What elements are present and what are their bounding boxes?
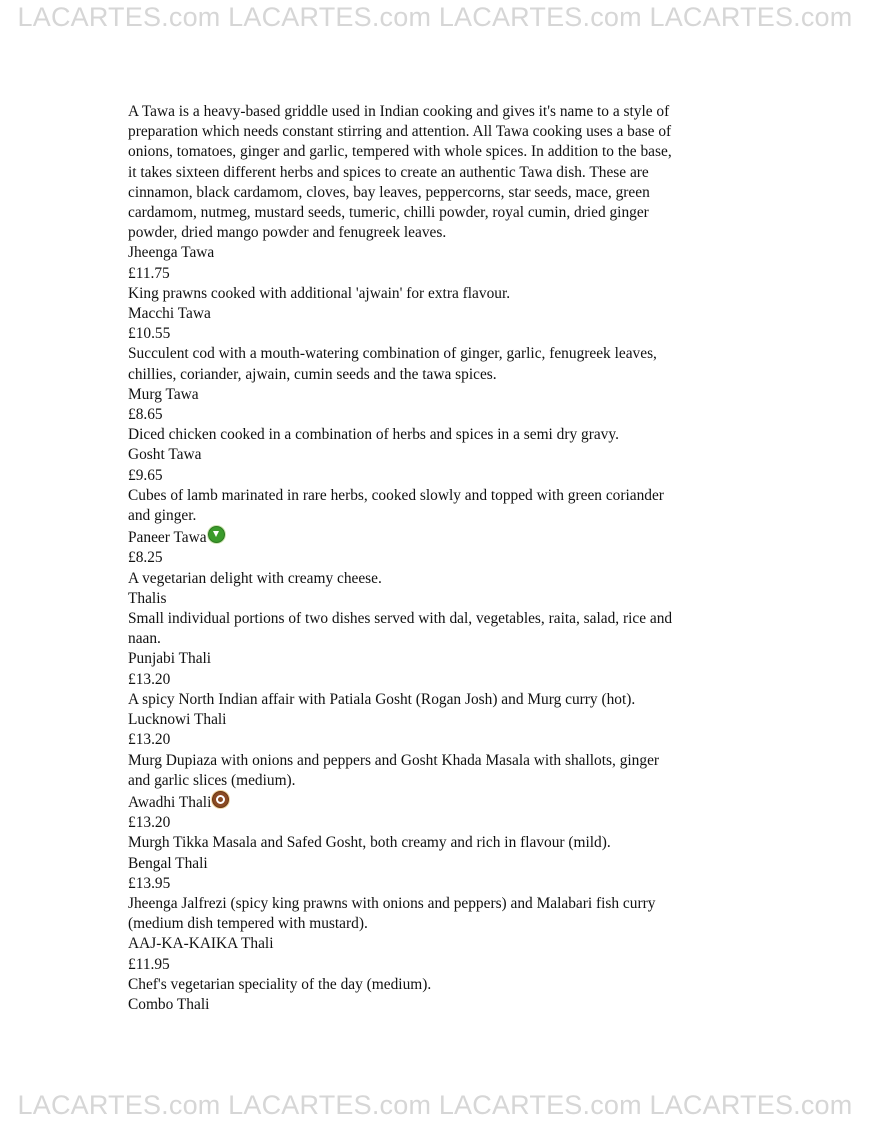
dish-description: Diced chicken cooked in a combination of herbs and spices in a semi dry gravy.	[128, 426, 619, 444]
watermark-bottom: LACARTES.com LACARTES.com LACARTES.com LACARTES.com	[17, 1090, 853, 1120]
dish-name-row	[128, 526, 743, 548]
menu-item	[128, 243, 743, 304]
intro-line: cardamom, nutmeg, mustard seeds, tumeric, chilli powder, royal cumin, dried ginger	[128, 204, 649, 222]
dish-description: A vegetarian delight with creamy cheese.	[128, 569, 382, 587]
dish-price: £13.95	[128, 874, 171, 892]
thalis-section	[128, 589, 743, 1015]
section-intro: naan.	[128, 630, 161, 648]
intro-line: cinnamon, black cardamom, cloves, bay leaves, peppercorns, star seeds, mace, green	[128, 183, 650, 201]
dish-name: AAJ-KA-KAIKA Thali	[128, 935, 274, 953]
dish-price: £11.95	[128, 955, 170, 973]
dish-name-row	[128, 791, 743, 813]
dish-description: and ginger.	[128, 507, 197, 525]
dish-price: £9.65	[128, 466, 163, 484]
intro-line: A Tawa is a heavy-based griddle used in Indian cooking and gives it's name to a style of	[128, 103, 670, 120]
intro-line: onions, tomatoes, ginger and garlic, tempered with whole spices. In addition to the base,	[128, 143, 672, 161]
dish-price: £8.65	[128, 406, 163, 424]
dish-description: Murgh Tikka Masala and Safed Gosht, both creamy and rich in flavour (mild).	[128, 834, 611, 852]
watermark-top: LACARTES.com LACARTES.com LACARTES.com LACARTES.com	[17, 2, 853, 32]
dish-description: Murg Dupiaza with onions and peppers and Gosht Khada Masala with shallots, ginger	[128, 751, 660, 769]
dish-name: Combo Thali	[128, 995, 210, 1013]
dish-name: Bengal Thali	[128, 854, 208, 872]
dish-name: Awadhi Thali	[128, 793, 212, 811]
tawa-intro	[128, 102, 743, 243]
menu-item	[128, 649, 743, 710]
intro-line: it takes sixteen different herbs and spices to create an authentic Tawa dish. These are	[128, 163, 649, 181]
intro-line: powder, dried mango powder and fenugreek leaves.	[128, 224, 447, 242]
section-heading: Thalis	[128, 589, 167, 607]
dish-price: £11.75	[128, 264, 170, 282]
dish-description: Cubes of lamb marinated in rare herbs, cooked slowly and topped with green coriander	[128, 486, 664, 504]
dish-name: Punjabi Thali	[128, 650, 212, 668]
menu-item	[128, 995, 743, 1015]
dish-name: Gosht Tawa	[128, 446, 202, 464]
dish-name: Macchi Tawa	[128, 305, 211, 323]
menu-item	[128, 445, 743, 526]
dish-price: £13.20	[128, 814, 171, 832]
dish-description: (medium dish tempered with mustard).	[128, 915, 368, 933]
mild-icon	[212, 791, 229, 808]
section-intro: Small individual portions of two dishes served with dal, vegetables, raita, salad, rice and	[128, 610, 673, 628]
dish-name: Lucknowi Thali	[128, 711, 227, 729]
menu-item	[128, 854, 743, 935]
dish-description: chillies, coriander, ajwain, cumin seeds and the tawa spices.	[128, 365, 497, 383]
dish-description: Jheenga Jalfrezi (spicy king prawns with onions and peppers) and Malabari fish curry	[128, 894, 656, 912]
intro-line: preparation which needs constant stirring and attention. All Tawa cooking uses a base of	[128, 123, 672, 141]
dish-price: £8.25	[128, 549, 163, 567]
menu-item	[128, 934, 743, 995]
menu-item	[128, 526, 743, 589]
menu-page	[128, 102, 743, 1015]
dish-price: £13.20	[128, 670, 171, 688]
dish-price: £10.55	[128, 325, 171, 343]
menu-item	[128, 304, 743, 385]
dish-name: Paneer Tawa	[128, 529, 207, 547]
dish-description: Chef's vegetarian speciality of the day (medium).	[128, 975, 432, 993]
menu-item	[128, 791, 743, 854]
dish-description: King prawns cooked with additional 'ajwain' for extra flavour.	[128, 284, 511, 302]
menu-item	[128, 710, 743, 791]
dish-price: £13.20	[128, 731, 171, 749]
vegetarian-icon	[208, 526, 225, 543]
dish-description: and garlic slices (medium).	[128, 771, 296, 789]
dish-name: Murg Tawa	[128, 385, 199, 403]
menu-item	[128, 385, 743, 446]
dish-description: Succulent cod with a mouth-watering combination of ginger, garlic, fenugreek leaves,	[128, 345, 657, 363]
dish-name: Jheenga Tawa	[128, 244, 215, 262]
dish-description: A spicy North Indian affair with Patiala Gosht (Rogan Josh) and Murg curry (hot).	[128, 690, 636, 708]
